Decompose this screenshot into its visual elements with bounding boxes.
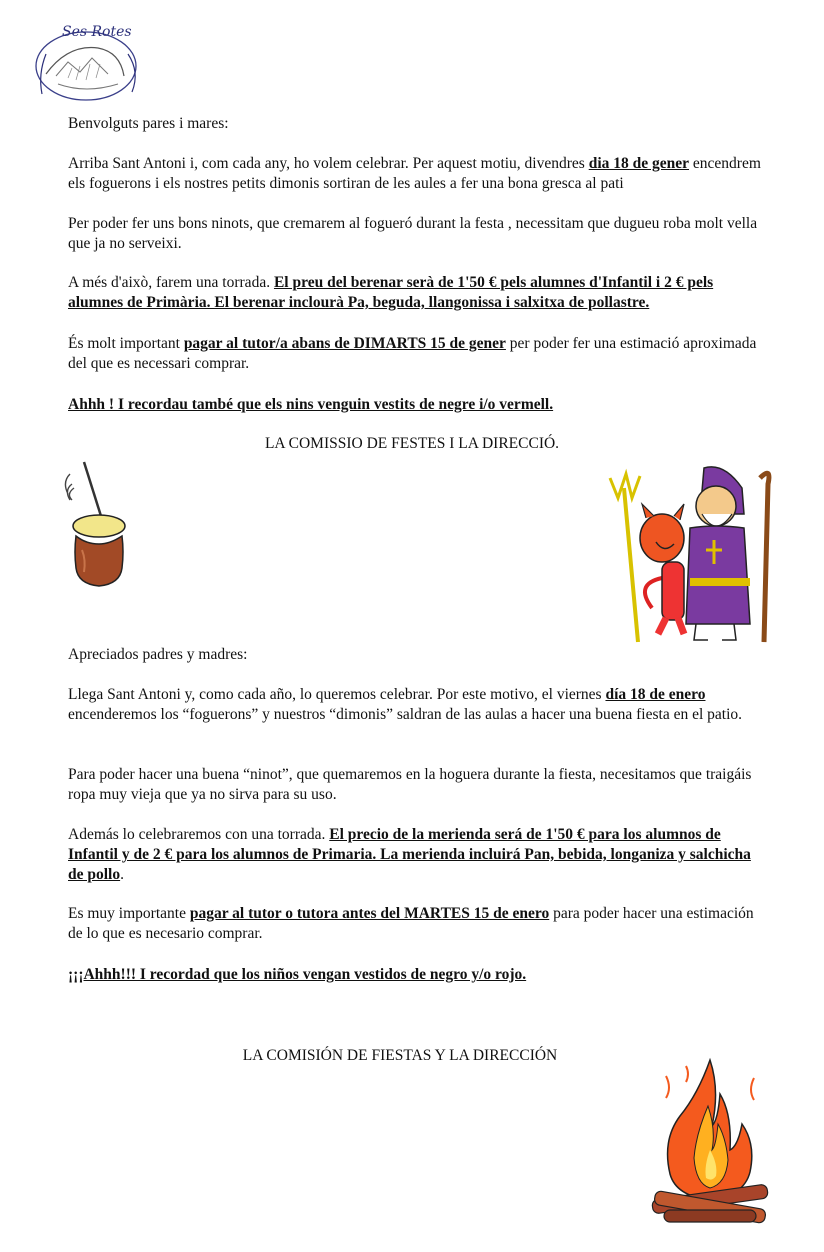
text: Además lo celebraremos con una torrada. bbox=[68, 826, 330, 843]
text: Llega Sant Antoni y, como cada año, lo queremos celebrar. Por este motivo, el viernes bbox=[68, 686, 606, 703]
catalan-paragraph-1 bbox=[68, 154, 768, 194]
highlight-deadline: pagar al tutor/a abans de DIMARTS 15 de gener bbox=[183, 335, 506, 352]
text: per poder fer una estimació aproximada del que es necessari comprar. bbox=[68, 335, 757, 372]
devil-and-saint-illustration bbox=[604, 458, 776, 644]
catalan-greeting: Benvolguts pares i mares: bbox=[68, 115, 229, 132]
highlight-date: dia 18 de gener bbox=[588, 155, 690, 172]
school-logo bbox=[28, 14, 146, 106]
spanish-paragraph-2: Para poder hacer una buena “ninot”, que quemaremos en la hoguera durante la fiesta, necesitamos que traigáis ropa muy vieja que ya no sirva para su uso. bbox=[68, 766, 752, 803]
pot-illustration bbox=[62, 460, 134, 590]
text: encenderemos los “foguerons” y nuestros “dimonis” saldran de las aulas a hacer una buena fiesta en el patio. bbox=[68, 706, 743, 723]
text: Arriba Sant Antoni i, com cada any, ho volem celebrar. Per aquest motiu, divendres bbox=[68, 155, 589, 172]
logo-text: Ses Rotes bbox=[62, 24, 132, 40]
text: Es muy importante bbox=[68, 905, 190, 922]
highlight-date: día 18 de enero bbox=[605, 686, 706, 703]
text: A més d'això, farem una torrada. bbox=[68, 274, 274, 291]
spanish-signature: LA COMISIÓN DE FIESTAS Y LA DIRECCIÓN bbox=[242, 1047, 558, 1064]
catalan-paragraph-3 bbox=[68, 273, 768, 313]
spanish-paragraph-4 bbox=[68, 904, 768, 944]
text: para poder hacer una estimación de lo que es necesario comprar. bbox=[68, 905, 754, 942]
highlight-price: El precio de la merienda será de 1'50 € para los alumnos de Infantil y de 2 € para los alumnos de Primaria. La merienda incluirá Pan, bebida, longaniza y salchicha de pollo bbox=[68, 826, 751, 883]
catalan-paragraph-5: Ahhh ! I recordau també que els nins venguin vestits de negre i/o vermell. bbox=[68, 396, 554, 413]
spanish-paragraph-1 bbox=[68, 685, 768, 725]
catalan-signature: LA COMISSIO DE FESTES I LA DIRECCIÓ. bbox=[264, 435, 560, 452]
catalan-paragraph-4 bbox=[68, 334, 768, 374]
spanish-greeting: Apreciados padres y madres: bbox=[68, 646, 248, 663]
spanish-paragraph-3 bbox=[68, 825, 768, 885]
catalan-paragraph-2: Per poder fer uns bons ninots, que cremarem al fogueró durant la festa , necessitam que dugueu roba molt vella que ja no serveixi. bbox=[68, 215, 758, 252]
highlight-deadline: pagar al tutor o tutora antes del MARTES 15 de enero bbox=[189, 905, 550, 922]
highlight-price: El preu del berenar serà de 1'50 € pels alumnes d'Infantil i 2 € pels alumnes de Primària. El berenar inclourà Pa, beguda, llangonissa i salxitxa de pollastre. bbox=[68, 274, 714, 311]
bonfire-illustration bbox=[646, 1054, 774, 1230]
text: . bbox=[120, 866, 124, 883]
text: encendrem els foguerons i els nostres petits dimonis sortiran de les aules a fer una bona gresca al pati bbox=[68, 155, 761, 192]
text: És molt important bbox=[68, 335, 184, 352]
spanish-paragraph-5: ¡¡¡Ahhh!!! I recordad que los niños vengan vestidos de negro y/o rojo. bbox=[68, 966, 527, 983]
